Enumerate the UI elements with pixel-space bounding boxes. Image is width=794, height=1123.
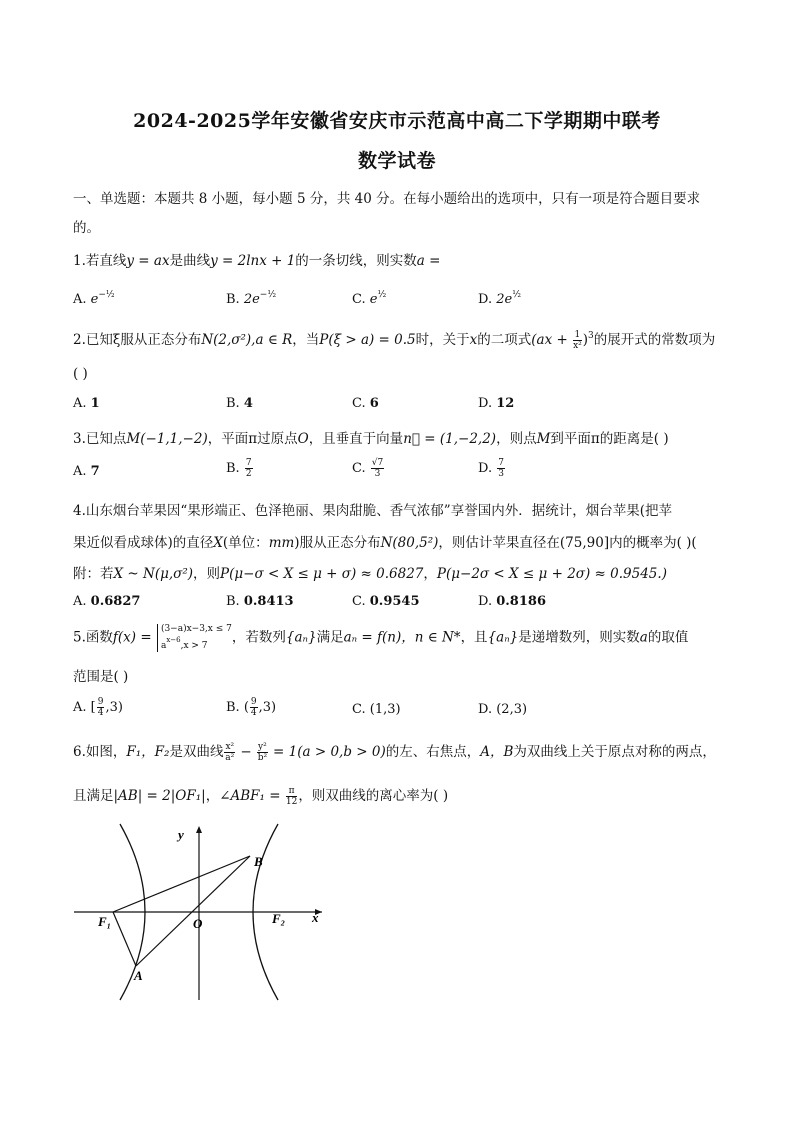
exam-title: 2024-2025学年安徽省安庆市示范高中高二下学期期中联考 xyxy=(133,110,661,132)
question-1-option-d[interactable]: D. $2e^{\frac{1}{2}}$ xyxy=(478,290,521,307)
section-heading: 一、单选题：本题共 8 小题，每小题 5 分，共 40 分。在每小题给出的选项中，只有一项是符合题目要求 xyxy=(73,191,701,207)
question-6-stem: 6.如图，F₁，F₂是双曲线 $\frac{\text{x²}}{\text{a²}}$ − $\frac{\text{y²}}{\text{b²}}$ = 1(a > 0,b > 0)的左、右焦点，A，B为双曲线上关于原点对称的两点， xyxy=(73,742,716,763)
question-1-option-a[interactable]: A. $e^{-\frac{1}{2}}$ xyxy=(73,290,115,307)
question-4-option-b[interactable]: B. 0.8413 xyxy=(226,594,294,609)
question-2-stem: 2.已知ξ服从正态分布N(2,σ²),a ∈ R，当P(ξ > a) = 0.5时，关于x的二项式(ax + $\frac{1}{\text{x²}}$ )$^3$的展开式的常数项为 xyxy=(73,330,716,351)
question-6-stem-cont: 且满足|AB| = 2|OF₁|，∠ABF₁ = $\frac{\pi}{12}$ ，则双曲线的离心率为( ) xyxy=(73,786,449,807)
question-2-option-a[interactable]: A. 1 xyxy=(73,396,100,411)
question-5-stem: 5.函数f(x) = (3−a)x−3,x ≤ 7 $a^{x-6},x > 7$ ，若数列{aₙ}满足aₙ = f(n)，n ∈ N*，且{aₙ}是递增数列，则实数a的取值 xyxy=(73,624,689,651)
question-5-option-c[interactable]: C. (1,3) xyxy=(352,702,401,717)
question-4-option-d[interactable]: D. 0.8186 xyxy=(478,594,546,609)
question-1-option-b[interactable]: B. $2e^{-\frac{1}{2}}$ xyxy=(226,290,277,307)
segment-a-b xyxy=(136,856,250,966)
question-2-stem-cont: ( ) xyxy=(73,366,88,382)
y-axis-arrow-icon xyxy=(196,826,202,833)
question-5-option-b[interactable]: B. ( $\frac{9}{4}$ ,3) xyxy=(226,697,277,718)
f1-label: F₁ xyxy=(98,914,112,929)
question-4-stem: 4.山东烟台苹果因“果形端正、色泽艳丽、果肉甜脆、香气浓郁”享誉国内外．据统计，烟台苹果(把苹 xyxy=(73,503,672,519)
question-2-option-d[interactable]: D. 12 xyxy=(478,396,515,411)
hyperbola-figure xyxy=(72,822,332,1002)
segment-f1-a xyxy=(113,912,136,966)
question-4-stem-cont: 果近似看成球体)的直径X(单位：mm)服从正态分布N(80,5²)，则估计苹果直径在(75,90]内的概率为( )( xyxy=(73,535,697,551)
question-3-option-b[interactable]: B. $\frac{7}{2}$ xyxy=(226,458,252,479)
section-heading-cont: 的。 xyxy=(73,220,100,236)
f2-label: F₂ xyxy=(272,911,286,926)
question-2-option-c[interactable]: C. 6 xyxy=(352,396,379,411)
question-3-option-c[interactable]: C. $\frac{√7}{3}$ xyxy=(352,458,384,479)
y-axis-label: y xyxy=(178,827,184,842)
question-4-note: 附：若X ~ N(μ,σ²)，则P(μ−σ < X ≤ μ + σ) ≈ 0.6827，P(μ−2σ < X ≤ μ + 2σ) ≈ 0.9545.) xyxy=(73,566,667,582)
point-a-label: A xyxy=(134,968,143,983)
x-axis-label: x xyxy=(312,910,319,925)
question-4-option-c[interactable]: C. 0.9545 xyxy=(352,594,420,609)
question-4-option-a[interactable]: A. 0.6827 xyxy=(73,594,141,609)
question-2-option-b[interactable]: B. 4 xyxy=(226,396,253,411)
question-3-stem: 3.已知点M(−1,1,−2)，平面π过原点O，且垂直于向量n⃗ = (1,−2,2)，则点M到平面π的距离是( ) xyxy=(73,431,669,447)
question-5-option-a[interactable]: A. [ $\frac{9}{4}$ ,3) xyxy=(73,697,123,718)
question-1-stem: 1.若直线y = ax是曲线y = 2lnx + 1的一条切线，则实数a = xyxy=(73,253,441,269)
question-5-stem-cont: 范围是( ) xyxy=(73,669,129,685)
question-3-option-a[interactable]: A. 7 xyxy=(73,464,100,479)
point-b-label: B xyxy=(254,854,263,869)
question-3-option-d[interactable]: D. $\frac{7}{3}$ xyxy=(478,458,504,479)
segment-f1-b xyxy=(113,856,250,912)
question-1-option-c[interactable]: C. $e^{\frac{1}{2}}$ xyxy=(352,290,387,307)
exam-subtitle: 数学试卷 xyxy=(357,150,436,172)
origin-label: O xyxy=(193,916,203,931)
question-5-option-d[interactable]: D. (2,3) xyxy=(478,702,528,717)
